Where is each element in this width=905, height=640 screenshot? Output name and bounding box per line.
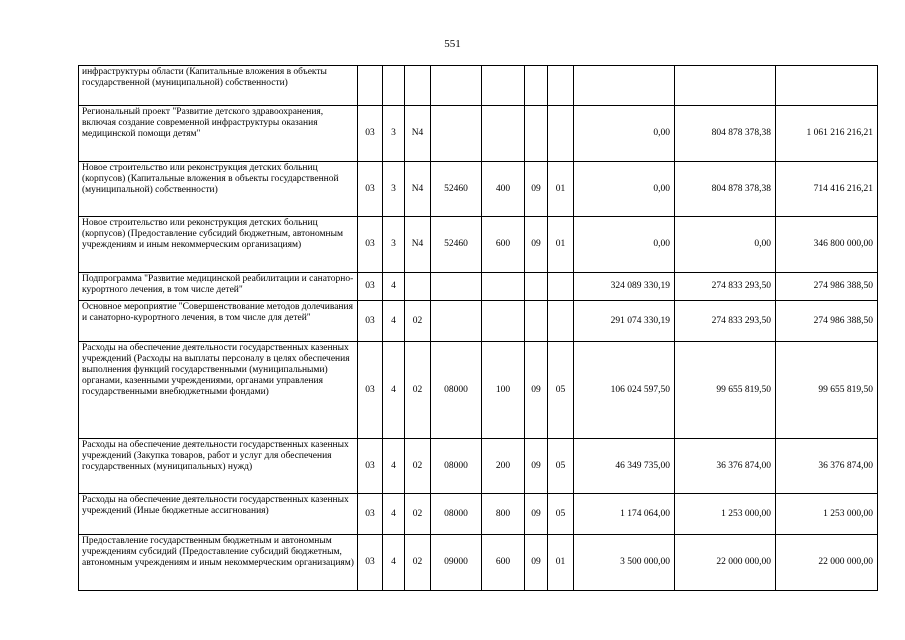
section-code: 09 — [525, 162, 548, 217]
amount-year-1: 0,00 — [574, 106, 675, 162]
code-program: 03 — [358, 273, 383, 301]
subsection-code — [548, 273, 574, 301]
amount-year-2: 36 376 874,00 — [675, 439, 776, 494]
amount-year-2: 804 878 378,38 — [675, 162, 776, 217]
amount-year-3: 274 986 388,50 — [776, 301, 878, 342]
code-program: 03 — [358, 301, 383, 342]
row-name: Предоставление государственным бюджетным и автономным учреждениям субсидий (Предоставление субсидий бюджетным, автономным учреждениям и иным некоммерческим организациям) — [79, 535, 358, 591]
amount-year-3: 346 800 000,00 — [776, 217, 878, 273]
section-code: 09 — [525, 494, 548, 535]
amount-year-3: 22 000 000,00 — [776, 535, 878, 591]
amount-year-2 — [675, 66, 776, 106]
section-code: 09 — [525, 342, 548, 439]
section-code — [525, 273, 548, 301]
table-row — [79, 66, 878, 106]
section-code — [525, 106, 548, 162]
code-program: 03 — [358, 535, 383, 591]
expense-type — [482, 106, 525, 162]
amount-year-1: 0,00 — [574, 162, 675, 217]
row-name: Расходы на обеспечение деятельности государственных казенных учреждений (Расходы на выплаты персоналу в целях обеспечения выполнения функций государственными (муниципальными) органами, казенными учреждениями, органами управления государственными внебюджетными фондами) — [79, 342, 358, 439]
table-row — [79, 273, 878, 301]
amount-year-3: 1 253 000,00 — [776, 494, 878, 535]
row-name: Подпрограмма "Развитие медицинской реабилитации и санаторно-курортного лечения, в том числе детей" — [79, 273, 358, 301]
row-name: Основное мероприятие "Совершенствование методов долечивания и санаторно-курортного лечения, в том числе для детей" — [79, 301, 358, 342]
table-row — [79, 162, 878, 217]
section-code: 09 — [525, 217, 548, 273]
code-direction: 52460 — [431, 217, 482, 273]
table-row — [79, 217, 878, 273]
table-row — [79, 439, 878, 494]
code-program: 03 — [358, 217, 383, 273]
amount-year-1: 3 500 000,00 — [574, 535, 675, 591]
code-subprogram: 4 — [383, 494, 405, 535]
code-subprogram: 4 — [383, 439, 405, 494]
subsection-code: 01 — [548, 217, 574, 273]
budget-table — [78, 65, 878, 591]
subsection-code — [548, 66, 574, 106]
code-direction — [431, 106, 482, 162]
amount-year-1: 0,00 — [574, 217, 675, 273]
expense-type — [482, 66, 525, 106]
subsection-code: 05 — [548, 439, 574, 494]
amount-year-3: 274 986 388,50 — [776, 273, 878, 301]
code-event — [405, 66, 431, 106]
code-subprogram: 4 — [383, 535, 405, 591]
code-direction: 08000 — [431, 342, 482, 439]
code-subprogram: 4 — [383, 273, 405, 301]
row-name: Расходы на обеспечение деятельности государственных казенных учреждений (Закупка товаров, работ и услуг для обеспечения государственных (муниципальных) нужд) — [79, 439, 358, 494]
code-subprogram: 3 — [383, 217, 405, 273]
code-direction: 09000 — [431, 535, 482, 591]
code-event — [405, 273, 431, 301]
code-event: N4 — [405, 217, 431, 273]
expense-type: 100 — [482, 342, 525, 439]
expense-type: 400 — [482, 162, 525, 217]
code-subprogram — [383, 66, 405, 106]
section-code — [525, 66, 548, 106]
code-direction: 08000 — [431, 439, 482, 494]
subsection-code: 01 — [548, 535, 574, 591]
code-program: 03 — [358, 439, 383, 494]
section-code: 09 — [525, 535, 548, 591]
page-number: 551 — [444, 38, 461, 50]
amount-year-1: 324 089 330,19 — [574, 273, 675, 301]
section-code: 09 — [525, 439, 548, 494]
amount-year-2: 22 000 000,00 — [675, 535, 776, 591]
subsection-code — [548, 106, 574, 162]
code-direction — [431, 273, 482, 301]
amount-year-3 — [776, 66, 878, 106]
amount-year-3: 99 655 819,50 — [776, 342, 878, 439]
row-name: Расходы на обеспечение деятельности государственных казенных учреждений (Иные бюджетные ассигнования) — [79, 494, 358, 535]
code-event: N4 — [405, 106, 431, 162]
amount-year-2: 99 655 819,50 — [675, 342, 776, 439]
expense-type: 200 — [482, 439, 525, 494]
expense-type: 600 — [482, 535, 525, 591]
table-row — [79, 494, 878, 535]
row-name: инфраструктуры области (Капитальные вложения в объекты государственной (муниципальной) собственности) — [79, 66, 358, 106]
expense-type: 600 — [482, 217, 525, 273]
row-name: Новое строительство или реконструкция детских больниц (корпусов) (Капитальные вложения в объекты государственной (муниципальной) собственности) — [79, 162, 358, 217]
code-direction — [431, 66, 482, 106]
table-row — [79, 301, 878, 342]
subsection-code: 01 — [548, 162, 574, 217]
code-event: 02 — [405, 535, 431, 591]
code-event: 02 — [405, 301, 431, 342]
amount-year-1: 291 074 330,19 — [574, 301, 675, 342]
amount-year-1 — [574, 66, 675, 106]
amount-year-3: 1 061 216 216,21 — [776, 106, 878, 162]
amount-year-2: 1 253 000,00 — [675, 494, 776, 535]
section-code — [525, 301, 548, 342]
amount-year-3: 714 416 216,21 — [776, 162, 878, 217]
amount-year-2: 0,00 — [675, 217, 776, 273]
code-program: 03 — [358, 342, 383, 439]
table-row — [79, 535, 878, 591]
code-subprogram: 3 — [383, 106, 405, 162]
amount-year-2: 274 833 293,50 — [675, 273, 776, 301]
code-subprogram: 4 — [383, 342, 405, 439]
code-event: 02 — [405, 494, 431, 535]
subsection-code: 05 — [548, 494, 574, 535]
subsection-code: 05 — [548, 342, 574, 439]
code-program: 03 — [358, 162, 383, 217]
expense-type: 800 — [482, 494, 525, 535]
code-program: 03 — [358, 494, 383, 535]
amount-year-3: 36 376 874,00 — [776, 439, 878, 494]
code-direction — [431, 301, 482, 342]
amount-year-1: 46 349 735,00 — [574, 439, 675, 494]
table-row — [79, 106, 878, 162]
code-event: 02 — [405, 439, 431, 494]
code-direction: 08000 — [431, 494, 482, 535]
amount-year-1: 1 174 064,00 — [574, 494, 675, 535]
code-program — [358, 66, 383, 106]
row-name: Региональный проект "Развитие детского здравоохранения, включая создание современной инфраструктуры оказания медицинской помощи детям" — [79, 106, 358, 162]
code-direction: 52460 — [431, 162, 482, 217]
amount-year-2: 804 878 378,38 — [675, 106, 776, 162]
code-subprogram: 3 — [383, 162, 405, 217]
expense-type — [482, 273, 525, 301]
code-program: 03 — [358, 106, 383, 162]
code-subprogram: 4 — [383, 301, 405, 342]
amount-year-2: 274 833 293,50 — [675, 301, 776, 342]
table-row — [79, 342, 878, 439]
code-event: N4 — [405, 162, 431, 217]
subsection-code — [548, 301, 574, 342]
expense-type — [482, 301, 525, 342]
row-name: Новое строительство или реконструкция детских больниц (корпусов) (Предоставление субсидий бюджетным, автономным учреждениям и иным некоммерческим организациям) — [79, 217, 358, 273]
amount-year-1: 106 024 597,50 — [574, 342, 675, 439]
code-event: 02 — [405, 342, 431, 439]
